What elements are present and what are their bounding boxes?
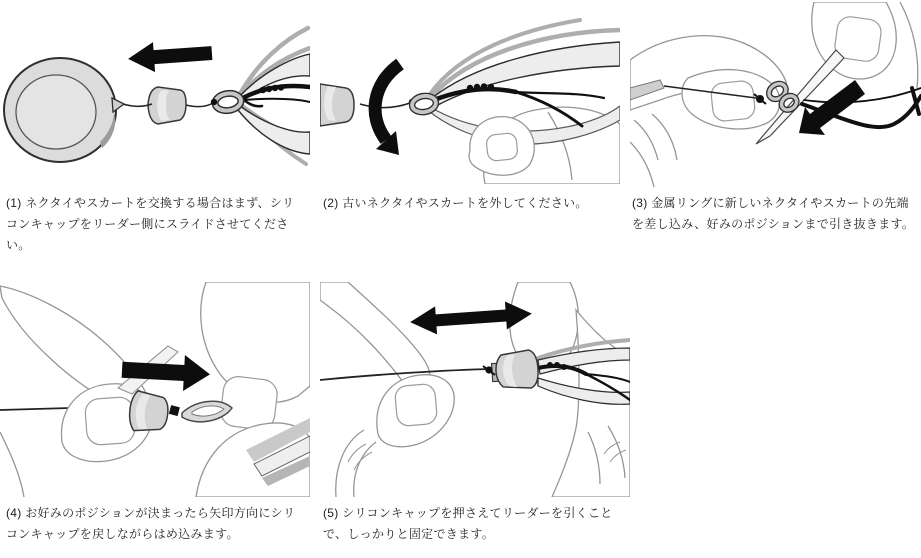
- knot: [169, 405, 180, 416]
- step1-drawing: [0, 12, 310, 184]
- step5-drawing: [320, 282, 630, 497]
- arrow-left-icon: [127, 38, 213, 74]
- metal-ring: [411, 94, 437, 114]
- step3-illustration: [630, 2, 921, 187]
- knot: [211, 99, 217, 105]
- step2-caption: (2) 古いネクタイやスカートを外してください。: [323, 196, 588, 210]
- step2-drawing: [320, 12, 620, 184]
- fingertip: [469, 117, 534, 176]
- leader-line: [186, 103, 213, 107]
- lure-head: [4, 58, 124, 162]
- left-hand: [630, 36, 787, 187]
- step2-illustration: [320, 12, 620, 184]
- step5-illustration: [320, 282, 630, 497]
- step1-illustration: [0, 12, 310, 184]
- step5-caption: (5) シリコンキャップを押さえてリーダーを引くことで、しっかりと固定できます。: [323, 506, 613, 541]
- step1-caption: (1) ネクタイやスカートを交換する場合はまず、シリコンキャップをリーダー側にスライドさせてください。: [6, 196, 295, 252]
- leader-line: [360, 103, 410, 108]
- left-fingertip: [377, 375, 454, 447]
- silicone-cap: [128, 390, 170, 434]
- step3-drawing: [630, 2, 921, 187]
- step4-caption: (4) お好みのポジションが決まったら矢印方向にシリコンキャップを戻しながらはめ込みます。: [6, 506, 296, 541]
- step4-drawing: [0, 282, 310, 497]
- metal-ring: [214, 92, 242, 112]
- leader-line: [0, 408, 70, 410]
- silicone-cap: [320, 84, 354, 126]
- step3-caption: (3) 金属リングに新しいネクタイやスカートの先端を差し込み、好みのポジションまで引き抜きます。: [632, 196, 915, 231]
- step4-illustration: [0, 282, 310, 497]
- silicone-cap: [148, 87, 186, 124]
- curved-arrow-icon: [375, 64, 400, 155]
- silicone-cap: [491, 350, 540, 391]
